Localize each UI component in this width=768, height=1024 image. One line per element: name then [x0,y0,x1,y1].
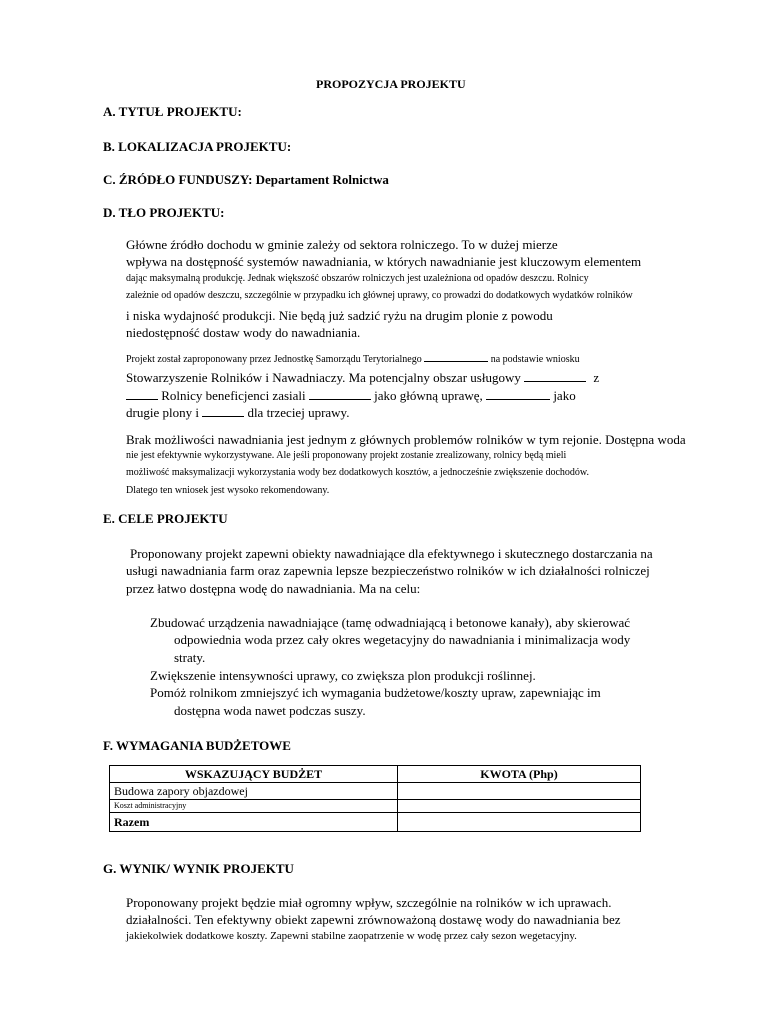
table-total-row [110,813,641,832]
section-e-heading: E. CELE PROJEKTU [103,511,228,526]
section-g-heading: G. WYNIK/ WYNIK PROJEKTU [103,861,294,876]
goal-item-continuation: odpowiednia woda przez cały okres wegetacyjny do nawadniania i minimalizacja wody [174,632,631,647]
goal-item-text: Zwiększenie intensywności uprawy, co zwiększa plon produkcji roślinnej. [150,668,536,683]
table-cell: Koszt administracyjny [110,800,398,813]
background-p1-line: niedostępność dostaw wody do nawadniania. [126,325,361,340]
background-p2-text: drugie plony i [126,405,199,420]
table-cell [398,783,641,800]
table-row [110,800,641,813]
blank-line [524,372,586,382]
section-c-heading: C. ŹRÓDŁO FUNDUSZY: Departament Rolnictwa [103,172,389,187]
background-p2-text: jako [553,388,576,403]
goal-item-continuation: dostępna woda nawet podczas suszy. [174,703,366,718]
goals-intro-line: usługi nawadniania farm oraz zapewnia lepsze bezpieczeństwo rolników w ich działalności rolniczej [126,563,650,578]
outcome-line: działalności. Ten efektywny obiekt zapewni zrównoważoną dostawę wody do nawadniania bez [126,912,621,927]
table-header-cell: WSKAZUJĄCY BUDŻET [110,766,398,783]
table-cell [398,800,641,813]
outcome-line: jakiekolwiek dodatkowe koszty. Zapewni stabilne zaopatrzenie w wodę przez cały sezon wegetacyjny. [126,930,577,942]
goal-item [150,669,536,683]
background-p2-line [126,389,576,402]
table-cell [398,813,641,832]
background-p2-line [126,352,580,365]
background-p2-text: jako główną uprawę, [374,388,483,403]
budget-table [109,765,641,832]
background-p2-text: z [593,370,600,385]
background-p2-line [126,371,599,384]
blank-line [424,352,488,362]
background-p3-line: Dlatego ten wniosek jest wysoko rekomendowany. [126,485,330,496]
table-header-row [110,766,641,783]
table-header-cell: KWOTA (Php) [398,766,641,783]
table-cell: Razem [110,813,398,832]
background-p3-line: Brak możliwości nawadniania jest jednym z głównych problemów rolników w tym rejonie. Dostępna woda [126,432,686,447]
blank-line [486,390,550,400]
blank-line [309,390,371,400]
background-p1-line: Główne źródło dochodu w gminie zależy od sektora rolniczego. To w dużej mierze [126,237,558,252]
background-p3-line: nie jest efektywnie wykorzystywane. Ale jeśli proponowany projekt zostanie zrealizowany, rolnicy będą mieli [126,450,567,461]
document-title: PROPOZYCJA PROJEKTU [316,77,466,91]
goal-item-text: Pomóż rolnikom zmniejszyć ich wymagania budżetowe/koszty upraw, zapewniając im [150,685,601,700]
background-p2-line [126,406,349,419]
background-p1-line: dając maksymalną produkcję. Jednak większość obszarów rolniczych jest uzależniona od opadów deszczu. Rolnicy [126,273,589,284]
background-p2-text: Stowarzyszenie Rolników i Nawadniaczy. Ma potencjalny obszar usługowy [126,370,521,385]
goals-intro-line: przez łatwo dostępna wodę do nawadniania. Ma na celu: [126,581,421,596]
goals-intro-line: Proponowany projekt zapewni obiekty nawadniające dla efektywnego i skutecznego dostarczania na [130,546,653,561]
section-b-heading: B. LOKALIZACJA PROJEKTU: [103,139,292,154]
section-d-heading: D. TŁO PROJEKTU: [103,205,225,220]
background-p1-line: i niska wydajność produkcji. Nie będą już sadzić ryżu na drugim plonie z powodu [126,308,553,323]
section-f-heading: F. WYMAGANIA BUDŻETOWE [103,738,291,753]
background-p1-line: zależnie od opadów deszczu, szczególnie w przypadku ich głównej uprawy, co prowadzi do dodatkowych wydatków rolników [126,290,633,301]
background-p2-text: Projekt został zaproponowany przez Jednostkę Samorządu Terytorialnego [126,354,422,365]
goal-item [150,686,601,700]
table-row [110,783,641,800]
background-p2-text: dla trzeciej uprawy. [247,405,350,420]
goal-item-continuation: straty. [174,650,206,665]
goal-item [150,616,630,630]
blank-line [202,407,244,417]
background-p2-text: na podstawie wniosku [490,354,580,365]
goal-item-text: Zbudować urządzenia nawadniające (tamę odwadniającą i betonowe kanały), aby skierować [150,615,631,630]
table-cell: Budowa zapory objazdowej [110,783,398,800]
background-p2-text: Rolnicy beneficjenci zasiali [161,388,306,403]
section-a-heading: A. TYTUŁ PROJEKTU: [103,104,242,119]
background-p1-line: wpływa na dostępność systemów nawadniania, w których nawadnianie jest kluczowym elementem [126,254,642,269]
outcome-line: Proponowany projekt będzie miał ogromny wpływ, szczególnie na rolników w ich uprawach. [126,895,612,910]
blank-line [126,390,158,400]
background-p3-line: możliwość maksymalizacji wykorzystania wody bez dodatkowych kosztów, a jednocześnie zwiększenie dochodów. [126,467,590,478]
